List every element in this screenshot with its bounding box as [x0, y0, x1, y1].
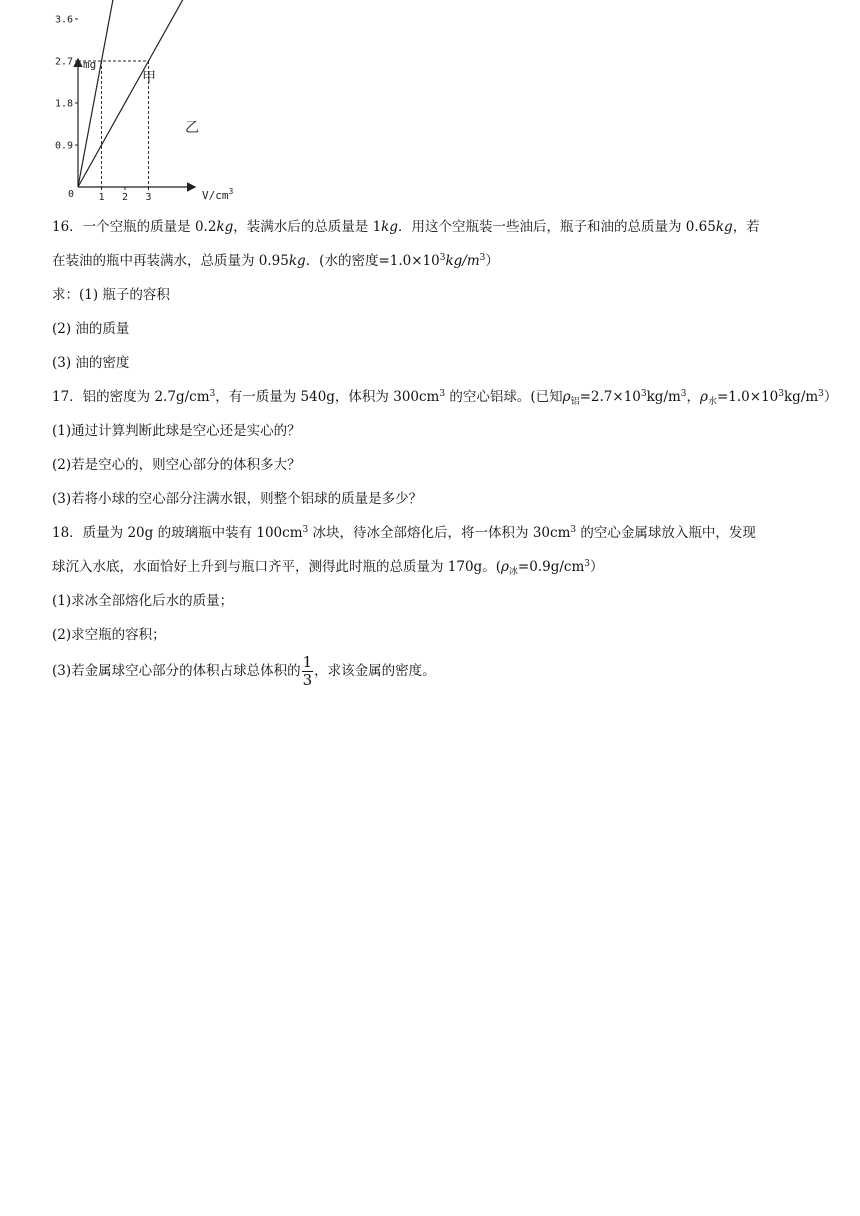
question-18-line-2: 球沉入水底，水面恰好上升到与瓶口齐平，测得此时瓶的总质量为 170g。$(\rho_冰=0.9g/cm^3)$ [52, 559, 604, 577]
y-tick-label: 2.7 [55, 56, 74, 68]
mass-volume-graph [50, 14, 260, 203]
y-axis-label: mg [83, 58, 97, 71]
y-tick-label: 1.8 [55, 98, 74, 110]
question-17-part-1: (1)通过计算判断此球是空心还是实心的？ [52, 423, 301, 439]
question-16-ask: 求：(1) 瓶子的容积 [52, 287, 170, 303]
question-18-part-2: (2)求空瓶的容积； [52, 627, 166, 643]
question-17-line-1: 17．铝的密度为 $2.7g/cm^3$，有一质量为 540g，体积为 $300cm^3$ 的空心铝球。(已知$\rho_铝=2.7\times 10^3kg/m^3$，$\rho_水=1.0\times 10^3kg/m^3$） [52, 389, 838, 407]
question-16-part-3: (3) 油的密度 [52, 355, 130, 371]
question-17-part-2: (2)若是空心的，则空心部分的体积多大？ [52, 457, 301, 473]
question-18-part-3: (3)若金属球空心部分的体积占球总体积的 $\frac{1}{3}$ ，求该金属的密度。 [52, 653, 436, 689]
y-tick-label: 3.6 [55, 14, 74, 26]
question-18-part-1: (1)求冰全部熔化后水的质量； [52, 593, 234, 609]
question-16-part-2: (2) 油的质量 [52, 321, 130, 337]
series-label-2: 乙 [185, 120, 199, 136]
question-18-line-1: 18．质量为 20g 的玻璃瓶中装有 $100cm^3$ 冰块，待冰全部熔化后，将一体积为 $30cm^3$ 的空心金属球放入瓶中，发现 [52, 525, 756, 541]
question-17-part-3: (3)若将小球的空心部分注满水银，则整个铝球的质量是多少？ [52, 491, 423, 507]
series-label-1: 甲 [142, 70, 156, 86]
series-line-1 [78, 0, 129, 187]
x-axis-label: $V/cm^3$ [202, 187, 234, 202]
fraction-one-third: $\frac{1}{3}$ [302, 653, 313, 689]
y-tick-label: 0.9 [55, 140, 74, 152]
origin-label: 0 [68, 189, 75, 200]
question-16-line-1: 16．一个空瓶的质量是 0.2kg，装满水后的总质量是 1kg．用这个空瓶装一些油后，瓶子和油的总质量为 0.65kg，若 [52, 219, 760, 235]
x-tick-label: 2 [122, 192, 129, 203]
x-tick-label: 1 [98, 192, 105, 203]
question-16-line-2: 在装油的瓶中再装满水，总质量为 0.95kg．(水的密度$=1.0\times 10^3kg/m^3$） [52, 253, 499, 269]
x-tick-label: 3 [145, 192, 152, 203]
